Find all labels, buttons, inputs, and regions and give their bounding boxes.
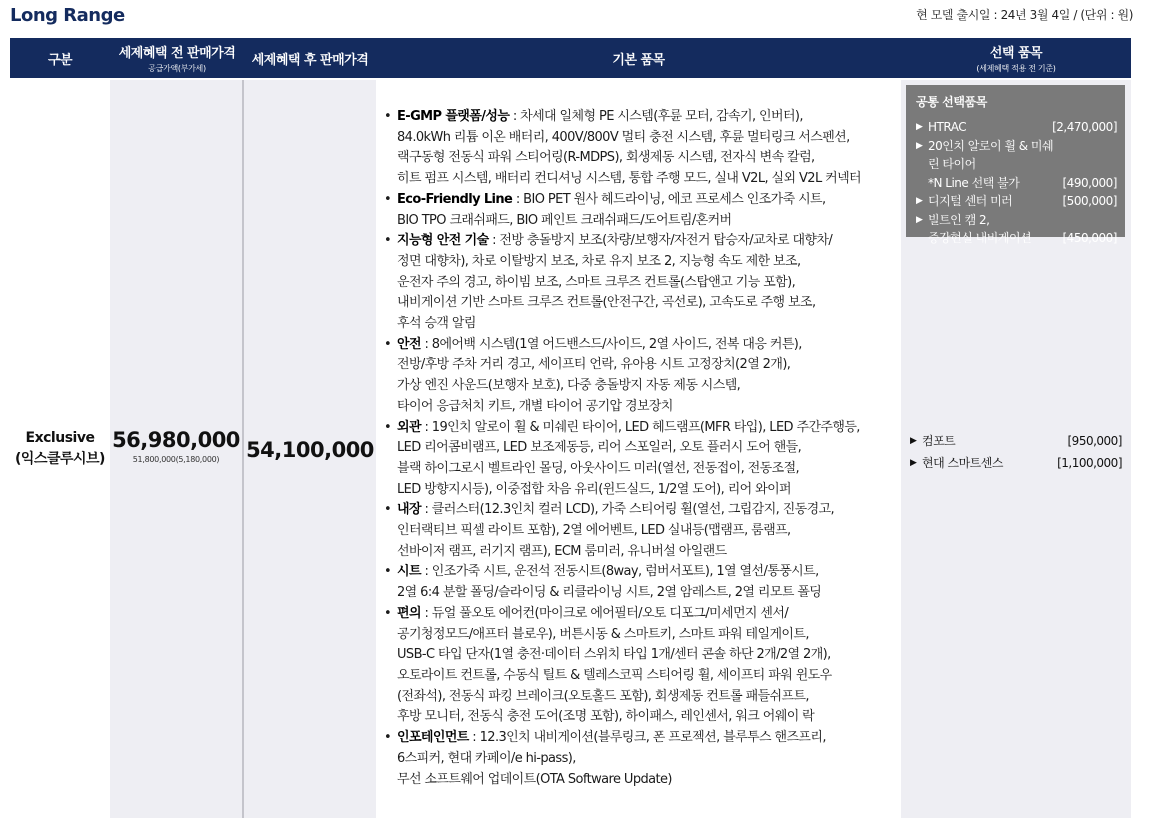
trim-name xyxy=(10,428,110,470)
option-name-text xyxy=(922,452,1003,474)
feature-line: BIO TPO 크래쉬패드, BIO 페인트 크래쉬패드/도어트림/혼커버 xyxy=(397,212,732,228)
option-name-line: 디지털 센터 미러 xyxy=(928,194,1013,208)
price-before-value: 56,980,000 xyxy=(112,428,240,452)
option-name-line: 컴포트 xyxy=(922,434,956,448)
feature-title: 안전 xyxy=(397,336,421,352)
option-price: [490,000] xyxy=(1062,175,1117,190)
option-row xyxy=(916,118,1117,137)
bullet-icon: • xyxy=(384,605,392,621)
price-after-value: 54,100,000 xyxy=(246,438,374,462)
feature-item xyxy=(384,418,899,501)
option-name-text xyxy=(922,430,955,452)
option-row xyxy=(916,192,1117,211)
header-option-items-sub: (세제혜택 적용 전 기준) xyxy=(976,64,1056,73)
feature-separator: : xyxy=(420,336,432,352)
feature-title: 편의 xyxy=(397,605,421,621)
feature-line: 84.0kWh 리튬 이온 배터리, 400V/800V 멀티 충전 시스템, 후륜 멀티링크 서스펜션, xyxy=(397,129,850,145)
feature-item xyxy=(384,500,899,562)
bullet-icon: • xyxy=(384,564,392,580)
header-price-before xyxy=(110,38,244,78)
bullet-icon: • xyxy=(384,730,392,746)
feature-line: 타이어 응급처치 키트, 개별 타이어 공기압 경보장치 xyxy=(397,398,673,414)
header-price-after-label: 세제혜택 후 판매가격 xyxy=(251,52,369,68)
feature-item xyxy=(384,562,899,603)
header-basic-items xyxy=(376,38,901,78)
option-price: [2,470,000] xyxy=(1052,120,1117,134)
feature-line: 랙구동형 전동식 파워 스티어링(R-MDPS), 회생제동 시스템, 전자식 변속 칼럼, xyxy=(397,150,815,166)
option-name-line: 현대 스마트센스 xyxy=(922,456,1003,470)
feature-separator: : xyxy=(468,730,480,746)
feature-separator: : xyxy=(420,564,432,580)
triangle-right-icon: ▶ xyxy=(916,122,923,132)
feature-line: 운전자 주의 경고, 하이빔 보조, 스마트 크루즈 컨트롤(스탑앤고 기능 포함), xyxy=(397,274,796,290)
header-option-items xyxy=(901,38,1131,78)
triangle-right-icon: ▶ xyxy=(916,196,923,206)
feature-item xyxy=(384,335,899,418)
common-options-title: 공통 선택품목 xyxy=(916,95,987,109)
triangle-right-icon: ▶ xyxy=(910,458,917,468)
trim-name-en: Exclusive xyxy=(25,430,95,446)
feature-item xyxy=(384,231,899,335)
option-price: [1,100,000] xyxy=(1057,456,1122,470)
feature-line: 전방/후방 주차 거리 경고, 세이프티 언락, 유아용 시트 고정장치(2열 2개), xyxy=(397,357,791,373)
bullet-icon: • xyxy=(384,233,392,249)
price-before-breakdown: 51,800,000(5,180,000) xyxy=(132,455,220,464)
common-options-list xyxy=(916,118,1117,248)
feature-line: 19인치 알로이 휠 & 미쉐린 타이어, LED 헤드램프(MFR 타입), LED 주간주행등, xyxy=(431,419,860,435)
feature-line: 선바이저 램프, 러기지 램프), ECM 룸미러, 유니버설 아일랜드 xyxy=(397,543,727,559)
triangle-right-icon: ▶ xyxy=(916,140,923,151)
header-category-label: 구분 xyxy=(47,52,73,68)
page-title: Long Range xyxy=(10,5,125,26)
feature-line: (전좌석), 전동식 파킹 브레이크(오토홀드 포함), 회생제동 컨트롤 패들쉬프트, xyxy=(397,688,809,704)
release-note: 현 모델 출시일 : 24년 3월 4일 / (단위 : 원) xyxy=(916,8,1133,22)
feature-item xyxy=(384,728,899,790)
feature-line: 공기청정모드/애프터 블로우), 버튼시동 & 스마트키, 스마트 파워 테일게이트, xyxy=(397,626,809,642)
option-name-line2: *N Line 선택 불가 xyxy=(928,175,1020,190)
option-name xyxy=(916,211,1031,248)
option-row xyxy=(916,211,1117,248)
bullet-icon: • xyxy=(384,419,392,435)
bullet-icon: • xyxy=(384,502,392,518)
header-price-before-label: 세제혜택 전 판매가격 xyxy=(118,46,236,61)
option-name xyxy=(910,452,1003,474)
feature-separator: : xyxy=(512,191,524,207)
bullet-icon: • xyxy=(384,336,392,352)
header-basic-items-label: 기본 품목 xyxy=(612,52,665,68)
feature-line: 12.3인치 내비게이션(블루링크, 폰 프로젝션, 블루투스 핸즈프리, xyxy=(479,730,826,746)
option-row xyxy=(910,430,1122,452)
option-name xyxy=(916,137,1063,193)
feature-line: USB-C 타입 단자(1열 충전·데이터 스위치 타입 1개/센터 콘솔 하단 2개/2열 2개), xyxy=(397,647,831,663)
triangle-right-icon: ▶ xyxy=(916,214,923,225)
feature-line: 인조가죽 시트, 운전석 전동시트(8way, 럼버서포트), 1열 열선/통풍시트, xyxy=(431,564,819,580)
option-row xyxy=(910,452,1122,474)
option-name-text xyxy=(928,192,1012,211)
header-category xyxy=(10,38,110,78)
feature-line: 듀얼 풀오토 에어컨(마이크로 에어필터/오토 디포그/미세먼지 센서/ xyxy=(431,605,789,621)
feature-line: 후방 모니터, 전동식 충전 도어(조명 포함), 하이패스, 레인센서, 워크 어웨이 락 xyxy=(397,709,815,725)
feature-separator: : xyxy=(420,605,432,621)
feature-separator: : xyxy=(509,109,521,124)
option-price: [450,000] xyxy=(1062,231,1117,245)
feature-line: LED 리어콤비램프, LED 보조제동등, 리어 스포일러, 오토 플러시 도어 핸들, xyxy=(397,440,802,456)
feature-line: 클러스터(12.3인치 컬러 LCD), 가죽 스티어링 휠(열선, 그립감지, 진동경고, xyxy=(431,502,835,518)
feature-line: 인터랙티브 픽셀 라이트 포함), 2열 에어벤트, LED 실내등(맵램프, 룸램프, xyxy=(397,523,791,539)
feature-line: 6스피커, 현대 카페이/e hi-pass), xyxy=(397,750,576,766)
feature-line: 오토라이트 컨트롤, 수동식 틸트 & 텔레스코픽 스티어링 휠, 세이프티 파워 윈도우 xyxy=(397,667,832,683)
option-name-text xyxy=(928,211,1031,248)
feature-item xyxy=(384,107,899,190)
feature-title: 시트 xyxy=(397,564,421,580)
feature-line: 내비게이션 기반 스마트 크루즈 컨트롤(안전구간, 곡선로), 고속도로 주행 보조, xyxy=(397,295,816,311)
option-name-text xyxy=(928,118,966,137)
feature-line: LED 방향지시등), 이중접합 차음 유리(윈드실드, 1/2열 도어), 리어 와이퍼 xyxy=(397,481,792,497)
feature-title: 인포테인먼트 xyxy=(397,730,469,746)
option-name xyxy=(916,192,1012,211)
feature-title: 지능형 안전 기술 xyxy=(397,233,489,249)
header-option-items-label: 선택 품목 xyxy=(989,46,1043,61)
trim-name-ko: (익스클루시브) xyxy=(15,451,105,467)
header-price-before-sub: 공급가액(부가세) xyxy=(148,64,206,73)
feature-line: 가상 엔진 사운드(보행자 보호), 다중 충돌방지 자동 제동 시스템, xyxy=(397,378,741,394)
feature-title: 내장 xyxy=(397,502,421,518)
feature-line: 후석 승객 알림 xyxy=(397,316,476,332)
option-name xyxy=(910,430,955,452)
feature-line: 무선 소프트웨어 업데이트(OTA Software Update) xyxy=(397,771,672,787)
option-name-line: 20인치 알로이 휠 & 미쉐린 타이어 xyxy=(928,138,1054,171)
bullet-icon: • xyxy=(384,109,392,124)
feature-line: 8에어백 시스템(1열 어드밴스드/사이드, 2열 사이드, 전복 대응 커튼), xyxy=(431,336,802,352)
option-name-text xyxy=(928,137,1063,193)
feature-line: 히트 펌프 시스템, 배터리 컨디셔닝 시스템, 통합 주행 모드, 실내 V2L, 실외 V2L 커넥터 xyxy=(397,171,862,187)
option-name-line: HTRAC xyxy=(928,120,967,134)
option-row xyxy=(916,137,1117,193)
feature-line: 정면 대향차), 차로 이탈방지 보조, 차로 유지 보조 2, 지능형 속도 제한 보조, xyxy=(397,253,801,269)
header-price-after xyxy=(244,38,376,78)
feature-line: BIO PET 원사 헤드라이닝, 에코 프로세스 인조가죽 시트, xyxy=(523,191,826,207)
triangle-right-icon: ▶ xyxy=(910,436,917,446)
price-before-cell xyxy=(110,428,242,464)
trim-options-list xyxy=(910,430,1122,474)
feature-line: 2열 6:4 분할 폴딩/슬라이딩 & 리클라이닝 시트, 2열 암레스트, 2열 리모트 폴딩 xyxy=(397,585,822,601)
feature-title: E-GMP 플랫폼/성능 xyxy=(397,109,510,124)
feature-title: Eco-Friendly Line xyxy=(397,191,513,207)
option-price: [950,000] xyxy=(1067,434,1122,448)
feature-separator: : xyxy=(420,502,432,518)
option-price: [500,000] xyxy=(1062,194,1117,208)
bullet-icon: • xyxy=(384,191,392,207)
option-name-line: 빌트인 캠 2, xyxy=(928,212,990,227)
feature-item xyxy=(384,190,899,231)
feature-line: 전방 충돌방지 보조(차량/보행자/자전거 탑승자/교차로 대향차/ xyxy=(499,233,833,249)
option-name xyxy=(916,118,966,137)
option-name-line2: 증강현실 내비게이션 xyxy=(928,231,1032,245)
table-header xyxy=(10,38,1131,78)
common-options-box xyxy=(906,85,1125,245)
feature-line: 블랙 하이그로시 벨트라인 몰딩, 아웃사이드 미러(열선, 전동접이, 전동조절, xyxy=(397,460,800,476)
feature-title: 외관 xyxy=(397,419,421,435)
feature-item xyxy=(384,604,899,728)
basic-feature-list xyxy=(384,107,899,790)
feature-line: 차세대 일체형 PE 시스템(후륜 모터, 감속기, 인버터), xyxy=(520,109,803,124)
feature-separator: : xyxy=(488,233,500,249)
feature-separator: : xyxy=(420,419,432,435)
